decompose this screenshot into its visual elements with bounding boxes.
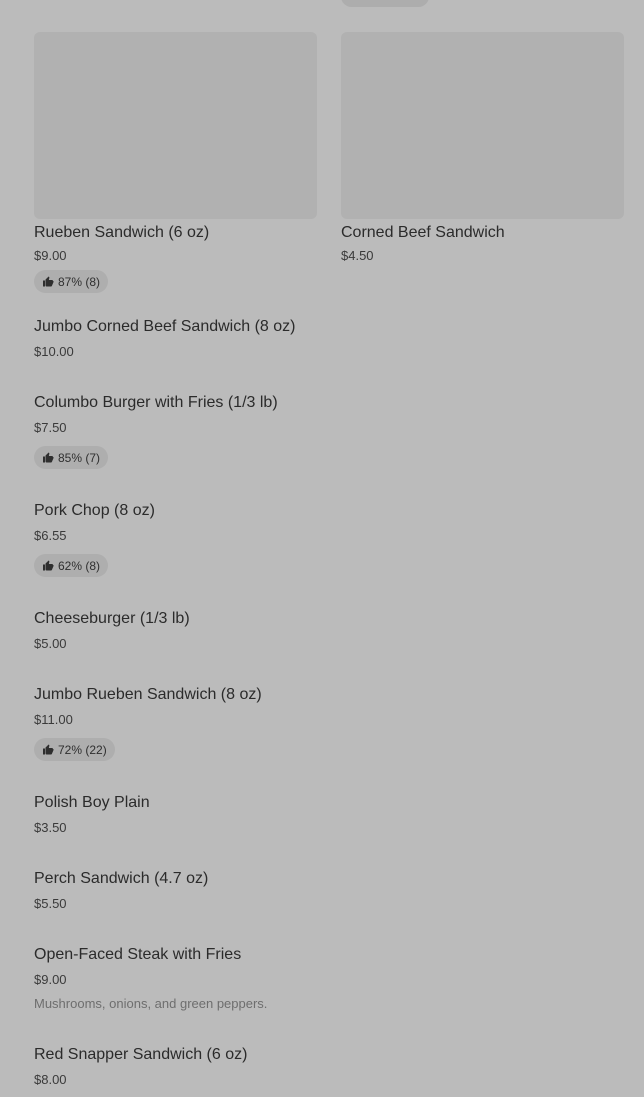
item-price: $5.50: [34, 896, 67, 911]
rating-badge: [34, 554, 108, 577]
item-name: Perch Sandwich (4.7 oz): [34, 870, 209, 887]
item-name: Open-Faced Steak with Fries: [34, 946, 242, 963]
rating-badge: [34, 738, 115, 761]
item-price: $8.00: [34, 1072, 67, 1087]
item-name: Columbo Burger with Fries (1/3 lb): [34, 394, 278, 411]
item-name: Cheeseburger (1/3 lb): [34, 610, 190, 627]
thumbs-up-icon: [42, 452, 54, 464]
item-image: [34, 32, 317, 219]
rating-text: 62% (8): [58, 558, 101, 573]
item-price: $4.50: [341, 248, 374, 263]
item-image: [341, 32, 624, 219]
item-price: $7.50: [34, 420, 67, 435]
item-price: $5.00: [34, 636, 67, 651]
thumbs-up-icon: [42, 276, 54, 288]
item-name: Rueben Sandwich (6 oz): [34, 224, 210, 241]
thumbs-up-icon: [42, 744, 54, 756]
item-price: $9.00: [34, 972, 67, 987]
item-name: Corned Beef Sandwich: [341, 224, 505, 241]
item-price: $10.00: [34, 344, 74, 359]
rating-text: 85% (7): [58, 450, 101, 465]
rating-text: 72% (22): [58, 742, 107, 757]
item-price: $11.00: [34, 712, 73, 727]
rating-text: 87% (8): [58, 274, 101, 289]
item-name: Pork Chop (8 oz): [34, 502, 155, 519]
rating-chip-partial: [341, 0, 429, 7]
rating-badge: [34, 446, 108, 469]
item-name: Red Snapper Sandwich (6 oz): [34, 1046, 248, 1063]
rating-badge: [34, 270, 108, 293]
item-price: $3.50: [34, 820, 67, 835]
item-name: Jumbo Corned Beef Sandwich (8 oz): [34, 318, 296, 335]
thumbs-up-icon: [42, 560, 54, 572]
item-name: Polish Boy Plain: [34, 794, 150, 811]
item-price: $6.55: [34, 528, 67, 543]
item-name: Jumbo Rueben Sandwich (8 oz): [34, 686, 262, 703]
item-description: Mushrooms, onions, and green peppers.: [34, 996, 268, 1011]
item-price: $9.00: [34, 248, 67, 263]
